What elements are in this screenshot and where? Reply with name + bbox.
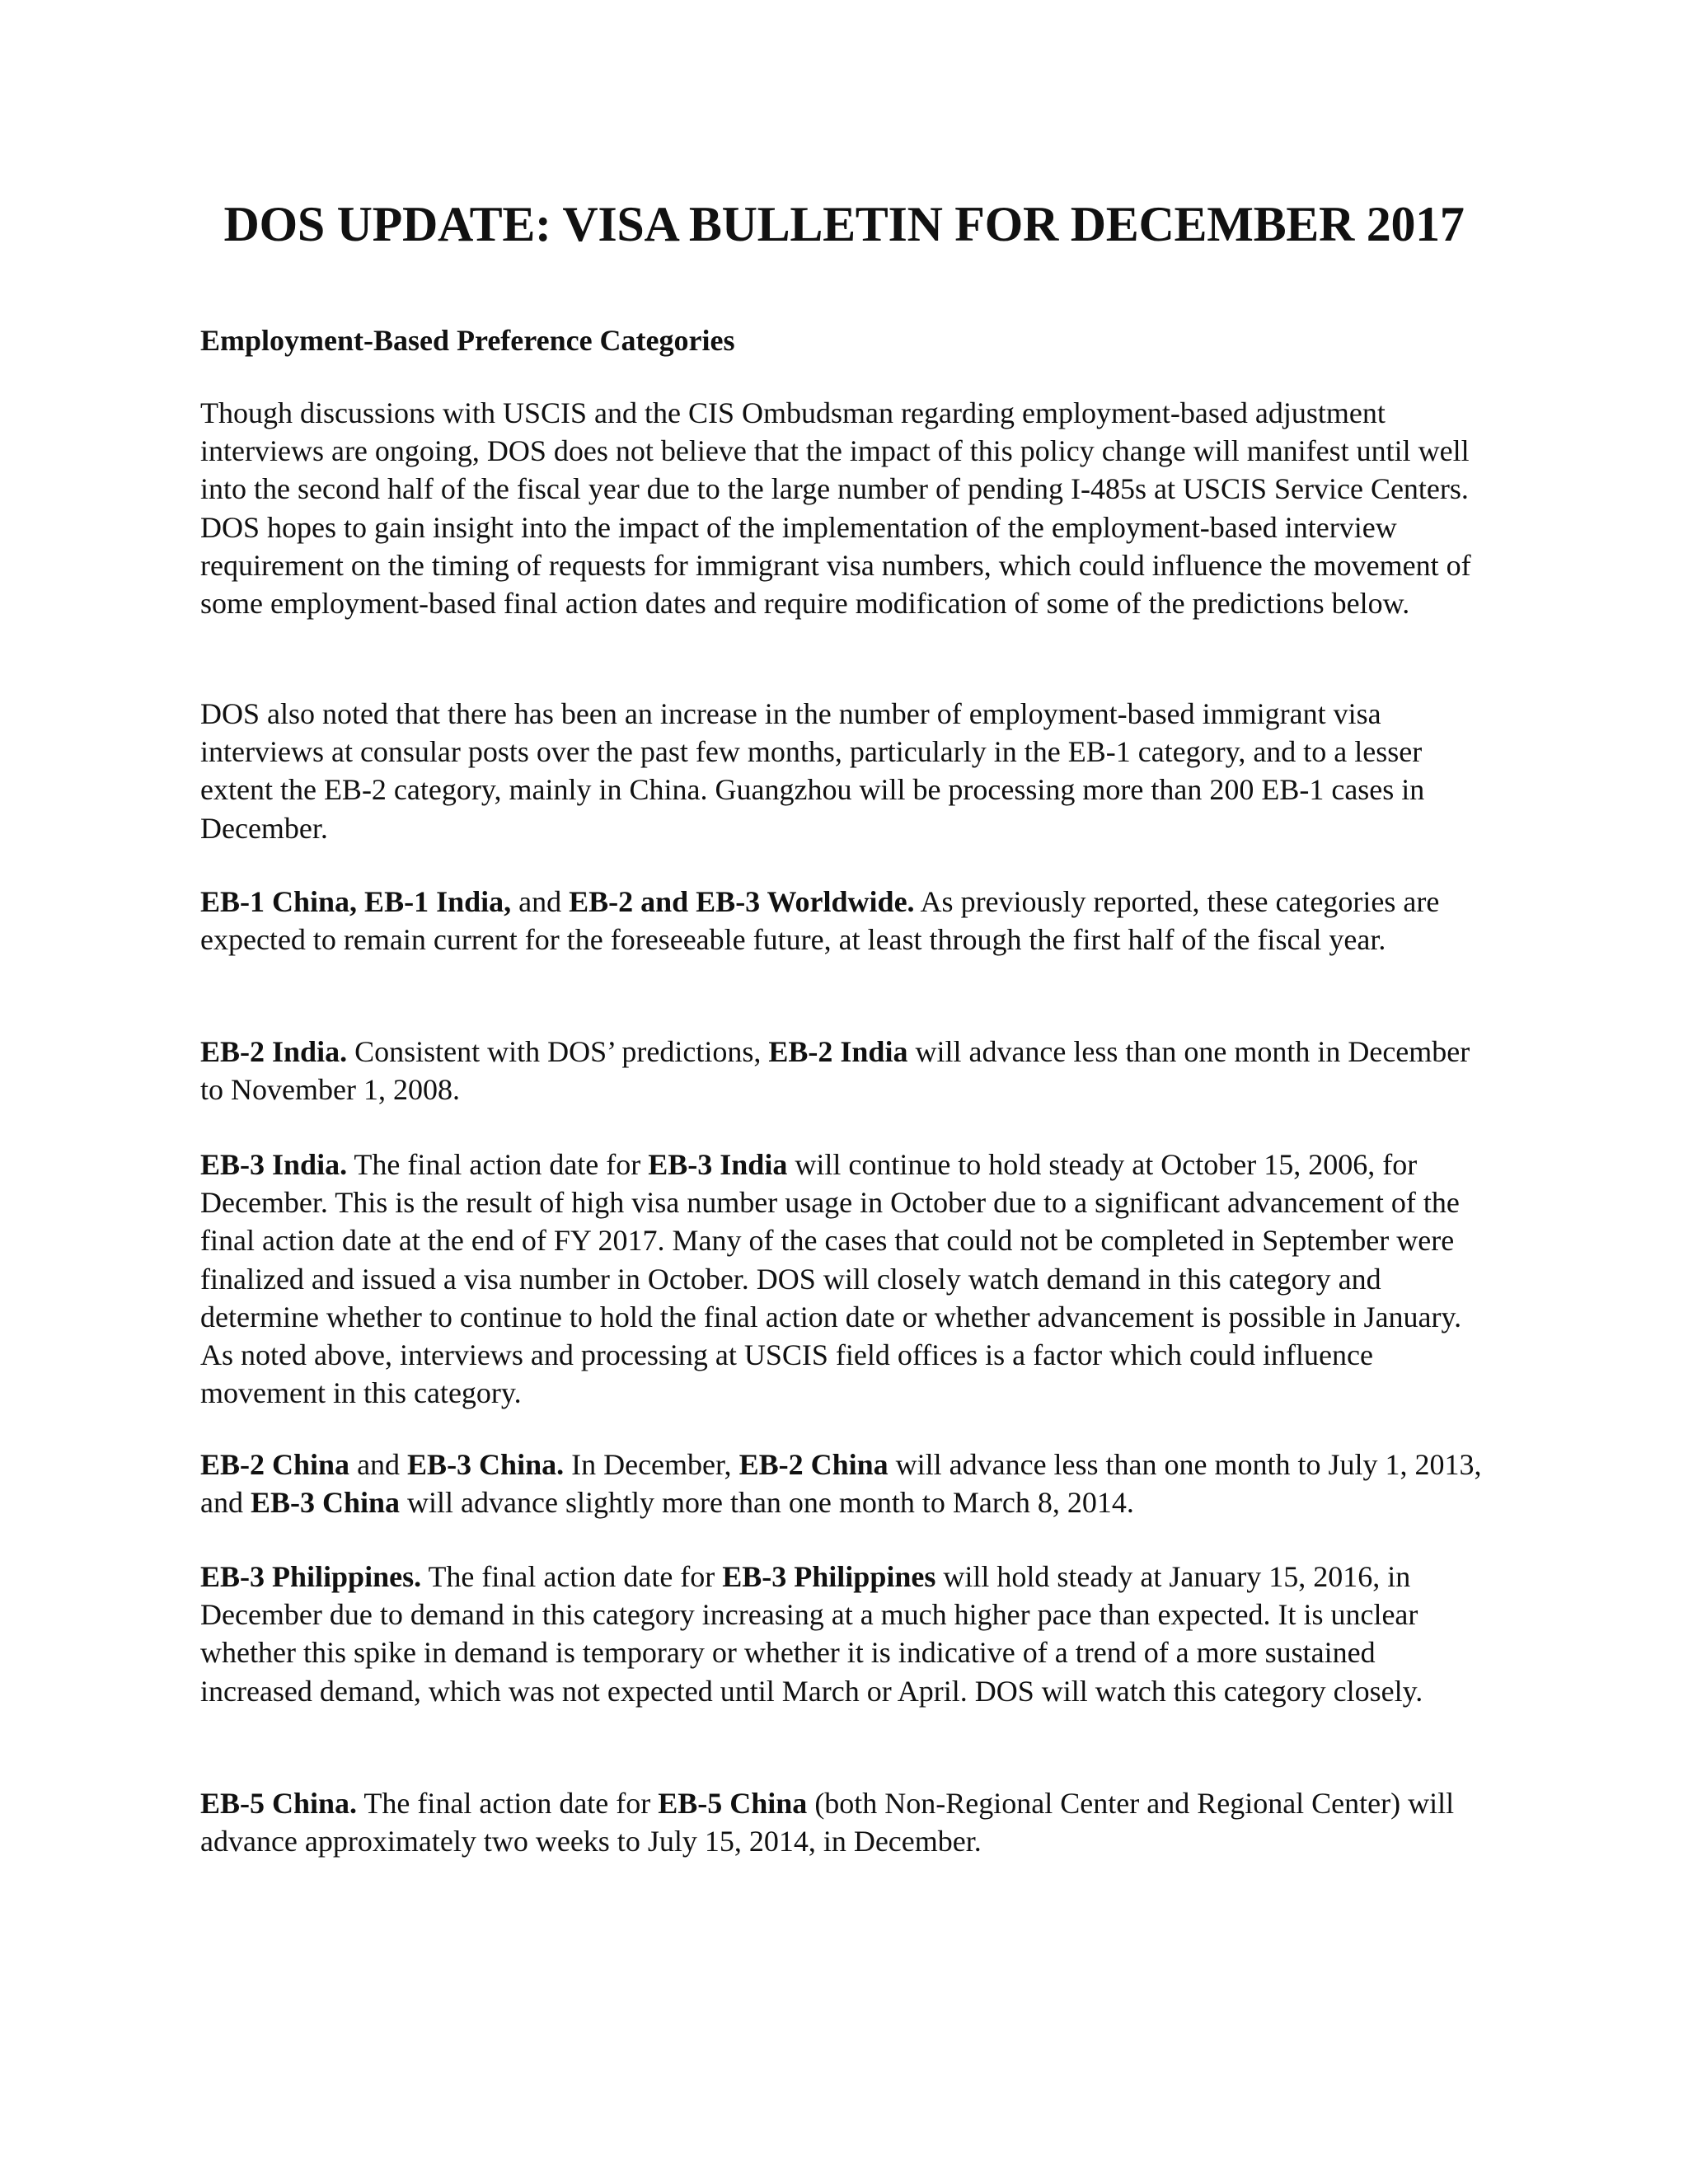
paragraph-eb5-china [200, 1784, 1488, 1860]
paragraph-text: Consistent with DOS’ predictions, [347, 1035, 769, 1068]
paragraph-text: As previously reported, these categories are expected to remain current for the foreseeable future, at least through the first half of the fiscal year. [200, 885, 1440, 957]
category-lead: EB-3 India. [200, 1148, 348, 1181]
category-lead: EB-5 China. [200, 1787, 358, 1820]
paragraph-text: will hold steady at January 15, 2016, in December due to demand in this category increasing at a much higher pace than expected. It is unclear whether this spike in demand is temporary or whether it is indicative of a trend of a more sustained increased demand, which was not expected until March or April. DOS will watch this category closely. [200, 1560, 1423, 1708]
category-lead: EB-2 India. [200, 1035, 348, 1068]
paragraph-text: and [511, 885, 570, 918]
category-name: EB-2 India [768, 1035, 908, 1068]
paragraph-interview-increase [200, 695, 1488, 847]
paragraph-eb1-eb2-eb3-worldwide [200, 883, 1488, 958]
category-lead: EB-3 Philippines. [200, 1560, 422, 1593]
paragraph-text: The final action date for [421, 1560, 723, 1593]
category-lead: EB-2 and EB-3 Worldwide. [569, 885, 915, 918]
paragraph-text: In December, [564, 1448, 739, 1481]
paragraph-text: (both Non-Regional Center and Regional Center) will advance approximately two weeks to July 15, 2014, in December. [200, 1787, 1455, 1858]
category-name: EB-2 China [738, 1448, 889, 1481]
category-name: EB-3 China [250, 1486, 401, 1520]
category-name: EB-5 China [658, 1787, 808, 1820]
paragraph-text: Though discussions with USCIS and the CIS Ombudsman regarding employment-based adjustment interviews are ongoing, DOS does not believe that the impact of this policy change will manifest until well into the second half of the fiscal year due to the large number of pending I-485s at USCIS Service Centers. DOS hopes to gain insight into the impact of the implementation of the employment-based interview requirement on the timing of requests for immigrant visa numbers, which could influence the movement of some employment-based final action dates and require modification of some of the predictions below. [200, 396, 1471, 621]
category-name: EB-3 Philippines [722, 1560, 936, 1593]
category-lead: EB-2 China [200, 1448, 350, 1481]
paragraph-text: will continue to hold steady at October 15, 2006, for December. This is the result of high visa number usage in October due to a significant advancement of the final action date at the end of FY 2017. Many of the cases that could not be completed in September were finalized and issued a visa number in October. DOS will closely watch demand in this category and determine whether to continue to hold the final action date or whether advancement is possible in January. As noted above, interviews and processing at USCIS field offices is a factor which could influence movement in this category. [200, 1148, 1462, 1410]
paragraph-text: will advance less than one month to July 1, 2013, and [200, 1448, 1482, 1520]
paragraph-eb2-eb3-china [200, 1446, 1488, 1521]
category-name: EB-3 India [648, 1148, 788, 1181]
paragraph-policy-impact [200, 394, 1488, 622]
paragraph-text: will advance slightly more than one month to March 8, 2014. [400, 1486, 1134, 1520]
paragraph-text: and [349, 1448, 408, 1481]
paragraph-eb3-philippines [200, 1558, 1488, 1710]
paragraph-eb3-india [200, 1146, 1488, 1412]
paragraph-text: will advance less than one month in December to November 1, 2008. [200, 1035, 1470, 1107]
paragraph-text: The final action date for [357, 1787, 659, 1820]
category-lead: EB-1 China, EB-1 India, [200, 885, 512, 918]
section-heading: Employment-Based Preference Categories [200, 324, 735, 357]
document-title: DOS UPDATE: VISA BULLETIN FOR DECEMBER 2017 [223, 197, 1465, 251]
category-lead: EB-3 China. [407, 1448, 565, 1481]
paragraph-eb2-india [200, 1033, 1488, 1108]
paragraph-text: The final action date for [347, 1148, 649, 1181]
paragraph-text: DOS also noted that there has been an increase in the number of employment-based immigrant visa interviews at consular posts over the past few months, particularly in the EB-1 category, and to a lesser extent the EB-2 category, mainly in China. Guangzhou will be processing more than 200 EB-1 cases in December. [200, 697, 1425, 845]
